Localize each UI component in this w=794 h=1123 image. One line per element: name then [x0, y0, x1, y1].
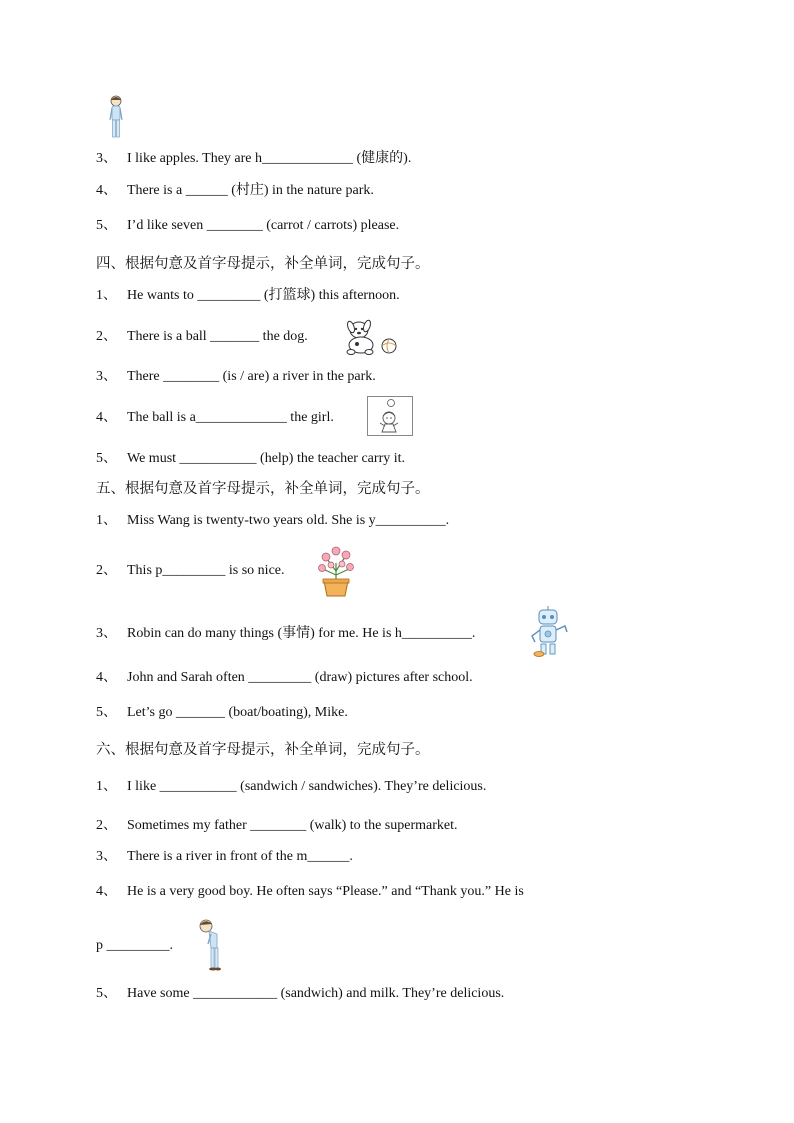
potted-flowers-illustration [317, 543, 355, 597]
section-heading-4: 四、根据句意及首字母提示，补全单词，完成句子。 [96, 256, 430, 272]
question-text: He is a very good boy. He often says “Please.” and “Thank you.” He is [127, 884, 524, 899]
girl-under-ball-illustration [367, 396, 413, 436]
question-text: Robin can do many things (事情) for me. He is h__________. [127, 626, 476, 641]
question-text: John and Sarah often _________ (draw) pictures after school. [127, 670, 473, 685]
question-text: Sometimes my father ________ (walk) to the supermarket. [127, 818, 458, 833]
question-line: 1、 He wants to _________ (打篮球) this afternoon. [96, 288, 400, 303]
question-text: There ________ (is / are) a river in the park. [127, 369, 376, 384]
question-text: Let’s go _______ (boat/boating), Mike. [127, 705, 348, 720]
question-line: 4、 There is a ______ (村庄) in the nature park. [96, 183, 374, 198]
question-text: The ball is a_____________ the girl. [127, 410, 334, 425]
question-text: p _________. [96, 938, 173, 953]
question-line: 4、 John and Sarah often _________ (draw) pictures after school. [96, 670, 473, 685]
question-line: 2、 This p_________ is so nice. [96, 563, 285, 578]
question-line: 2、 There is a ball _______ the dog. [96, 329, 308, 344]
bowing-boy-illustration [197, 918, 225, 972]
section-heading-6: 六、根据句意及首字母提示，补全单词，完成句子。 [96, 742, 430, 758]
question-text: We must ___________ (help) the teacher carry it. [127, 451, 406, 466]
question-text: I like apples. They are h_____________ (健康的). [127, 151, 412, 166]
question-text: There is a ______ (村庄) in the nature park. [127, 183, 374, 198]
question-line: 2、 Sometimes my father ________ (walk) to the supermarket. [96, 818, 458, 833]
question-line: 5、 We must ___________ (help) the teacher carry it. [96, 451, 406, 466]
question-text: Miss Wang is twenty-two years old. She is y__________. [127, 513, 450, 528]
question-text: He wants to _________ (打篮球) this afternoon. [127, 288, 400, 303]
dog-with-ball-illustration [341, 318, 399, 356]
question-text: This p_________ is so nice. [127, 563, 285, 578]
standing-boy-illustration [106, 94, 126, 140]
question-line: 1、 Miss Wang is twenty-two years old. She is y__________. [96, 513, 450, 528]
question-text: There is a ball _______ the dog. [127, 329, 308, 344]
question-line: 4、 He is a very good boy. He often says “Please.” and “Thank you.” He is [96, 884, 524, 899]
question-line: 5、 Let’s go _______ (boat/boating), Mike. [96, 705, 348, 720]
question-text: I’d like seven ________ (carrot / carrots) please. [127, 218, 400, 233]
question-line: 3、 There ________ (is / are) a river in the park. [96, 369, 376, 384]
robot-illustration [527, 606, 569, 658]
question-line-continued [96, 937, 173, 955]
question-line: 3、 There is a river in front of the m______. [96, 849, 353, 864]
question-text: Have some ____________ (sandwich) and milk. They’re delicious. [127, 986, 505, 1001]
question-text: There is a river in front of the m______. [127, 849, 353, 864]
question-line: 4、 The ball is a_____________ the girl. [96, 410, 334, 425]
question-line: 5、 I’d like seven ________ (carrot / carrots) please. [96, 218, 400, 233]
question-line: 5、 Have some ____________ (sandwich) and milk. They’re delicious. [96, 986, 505, 1001]
question-line: 3、 I like apples. They are h_____________ (健康的). [96, 151, 412, 166]
question-line: 1、 I like ___________ (sandwich / sandwiches). They’re delicious. [96, 779, 487, 794]
question-text: I like ___________ (sandwich / sandwiches). They’re delicious. [127, 779, 487, 794]
question-line: 3、 Robin can do many things (事情) for me. He is h__________. [96, 626, 476, 641]
section-heading-5: 五、根据句意及首字母提示，补全单词，完成句子。 [96, 481, 430, 497]
